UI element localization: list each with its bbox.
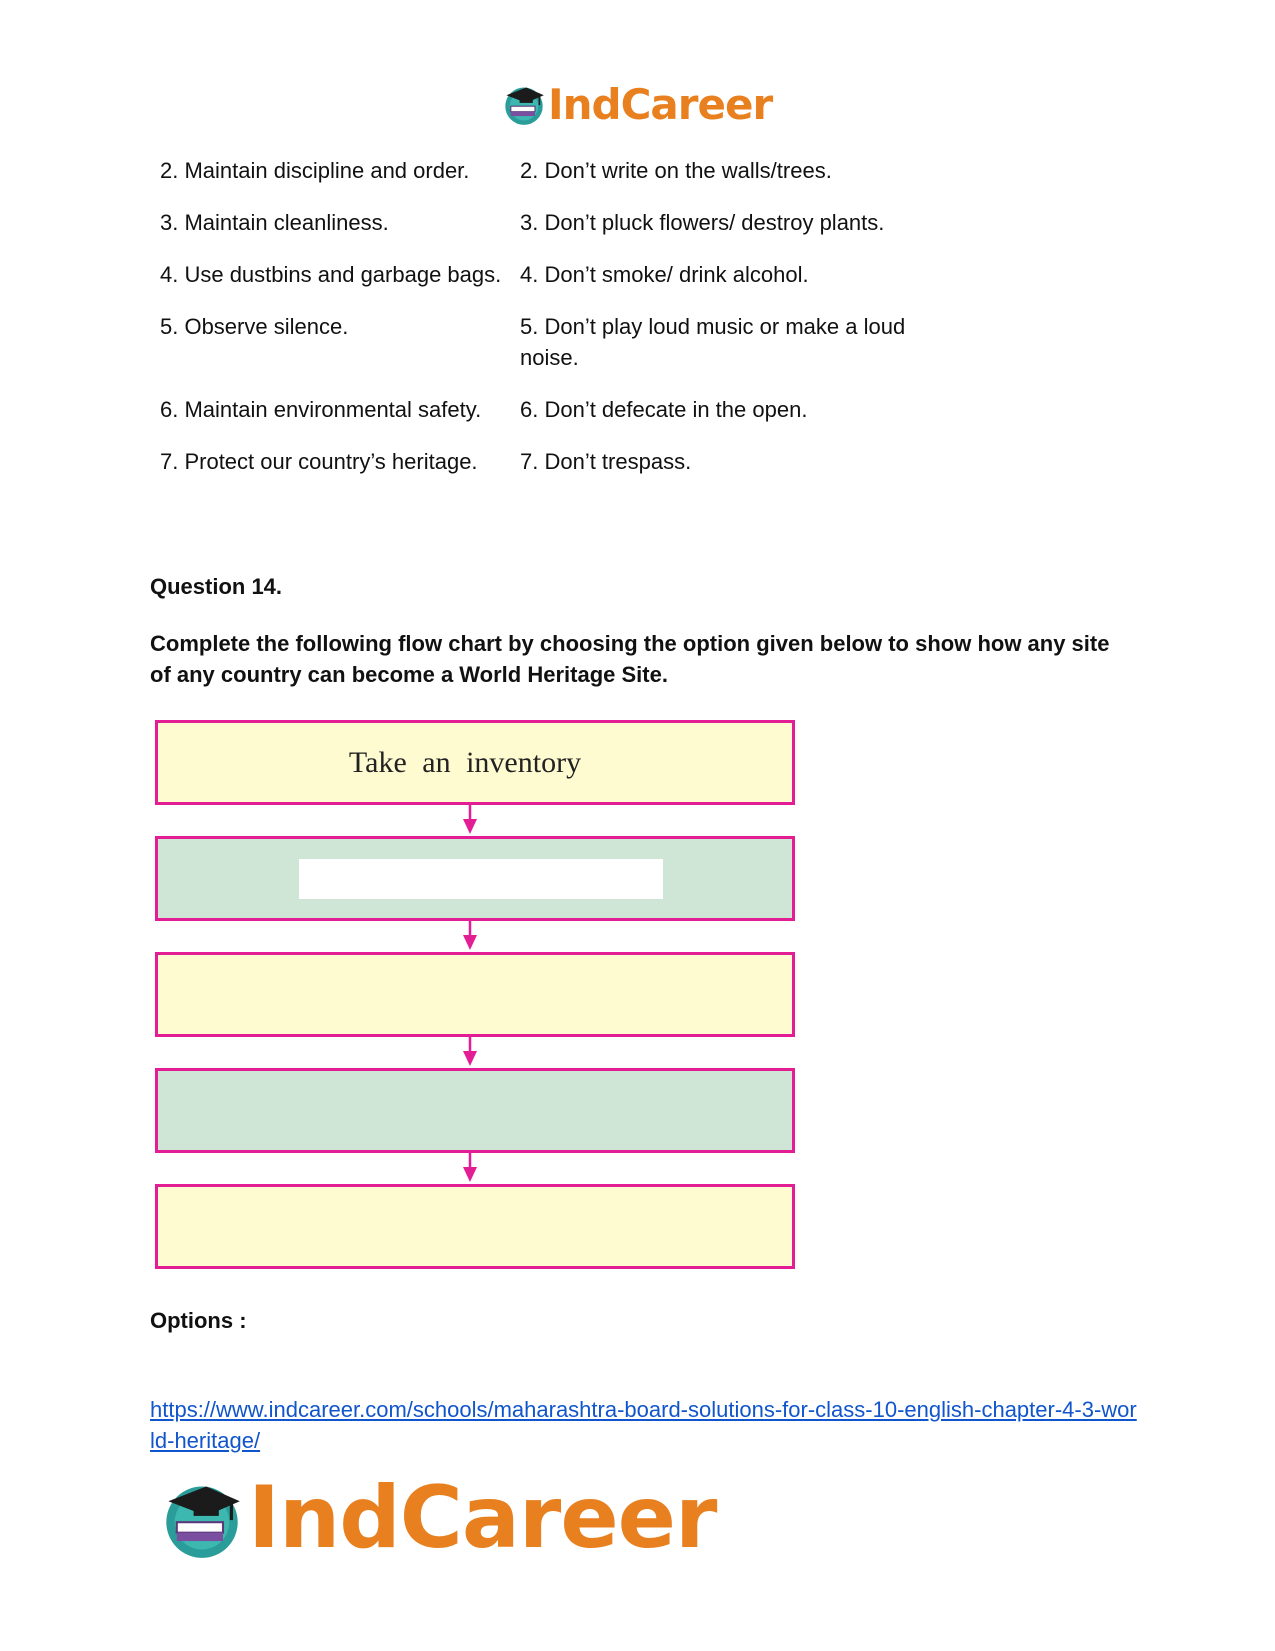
do-item: 6. Maintain environmental safety. <box>160 397 482 422</box>
flowchart-step-text: Take an inventory <box>348 745 582 779</box>
do-item: 4. Use dustbins and garbage bags. <box>160 262 502 287</box>
dont-item: 4. Don’t smoke/ drink alcohol. <box>520 262 809 287</box>
rule-row <box>160 259 940 290</box>
do-item: 2. Maintain discipline and order. <box>160 158 470 183</box>
brand-wordmark: IndCareer <box>248 1468 717 1568</box>
dont-item: 2. Don’t write on the walls/trees. <box>520 158 832 183</box>
question-text: Complete the following flow chart by choosing the option given below to show how any site of any country can become a World Heritage Site. <box>150 631 1110 687</box>
flowchart-step-2 <box>155 836 795 921</box>
rule-row <box>160 155 940 186</box>
arrow-down-icon <box>461 1150 479 1183</box>
dont-item: 3. Don’t pluck flowers/ destroy plants. <box>520 210 885 235</box>
flowchart-step-5 <box>155 1184 795 1269</box>
graduation-cap-globe-icon <box>502 82 546 126</box>
do-item: 3. Maintain cleanliness. <box>160 210 389 235</box>
footer-logo <box>160 1468 716 1568</box>
options-label: Options : <box>150 1308 247 1333</box>
source-link[interactable]: https://www.indcareer.com/schools/maharashtra-board-solutions-for-class-10-english-chapter-4-3-world-heritage/ <box>150 1397 1137 1453</box>
dont-item: 5. Don’t play loud music or make a loud noise. <box>520 314 906 370</box>
rule-row <box>160 394 940 425</box>
rule-row <box>160 207 940 238</box>
arrow-down-icon <box>461 918 479 951</box>
arrow-down-icon <box>461 1034 479 1067</box>
header-logo <box>502 78 772 130</box>
dont-item: 6. Don’t defecate in the open. <box>520 397 808 422</box>
brand-wordmark: IndCareer <box>548 79 773 129</box>
question-number: Question 14. <box>150 574 283 599</box>
flowchart-step-4 <box>155 1068 795 1153</box>
do-item: 7. Protect our country’s heritage. <box>160 449 478 474</box>
do-item: 5. Observe silence. <box>160 314 349 339</box>
rule-row <box>160 446 940 477</box>
dos-and-donts-list <box>160 155 940 498</box>
graduation-cap-globe-icon <box>160 1476 244 1560</box>
heritage-flowchart <box>155 720 795 1280</box>
rule-row <box>160 311 940 373</box>
flowchart-step-3 <box>155 952 795 1037</box>
flowchart-step-1 <box>155 720 795 805</box>
arrow-down-icon <box>461 802 479 835</box>
answer-blank <box>299 859 663 899</box>
dont-item: 7. Don’t trespass. <box>520 449 692 474</box>
